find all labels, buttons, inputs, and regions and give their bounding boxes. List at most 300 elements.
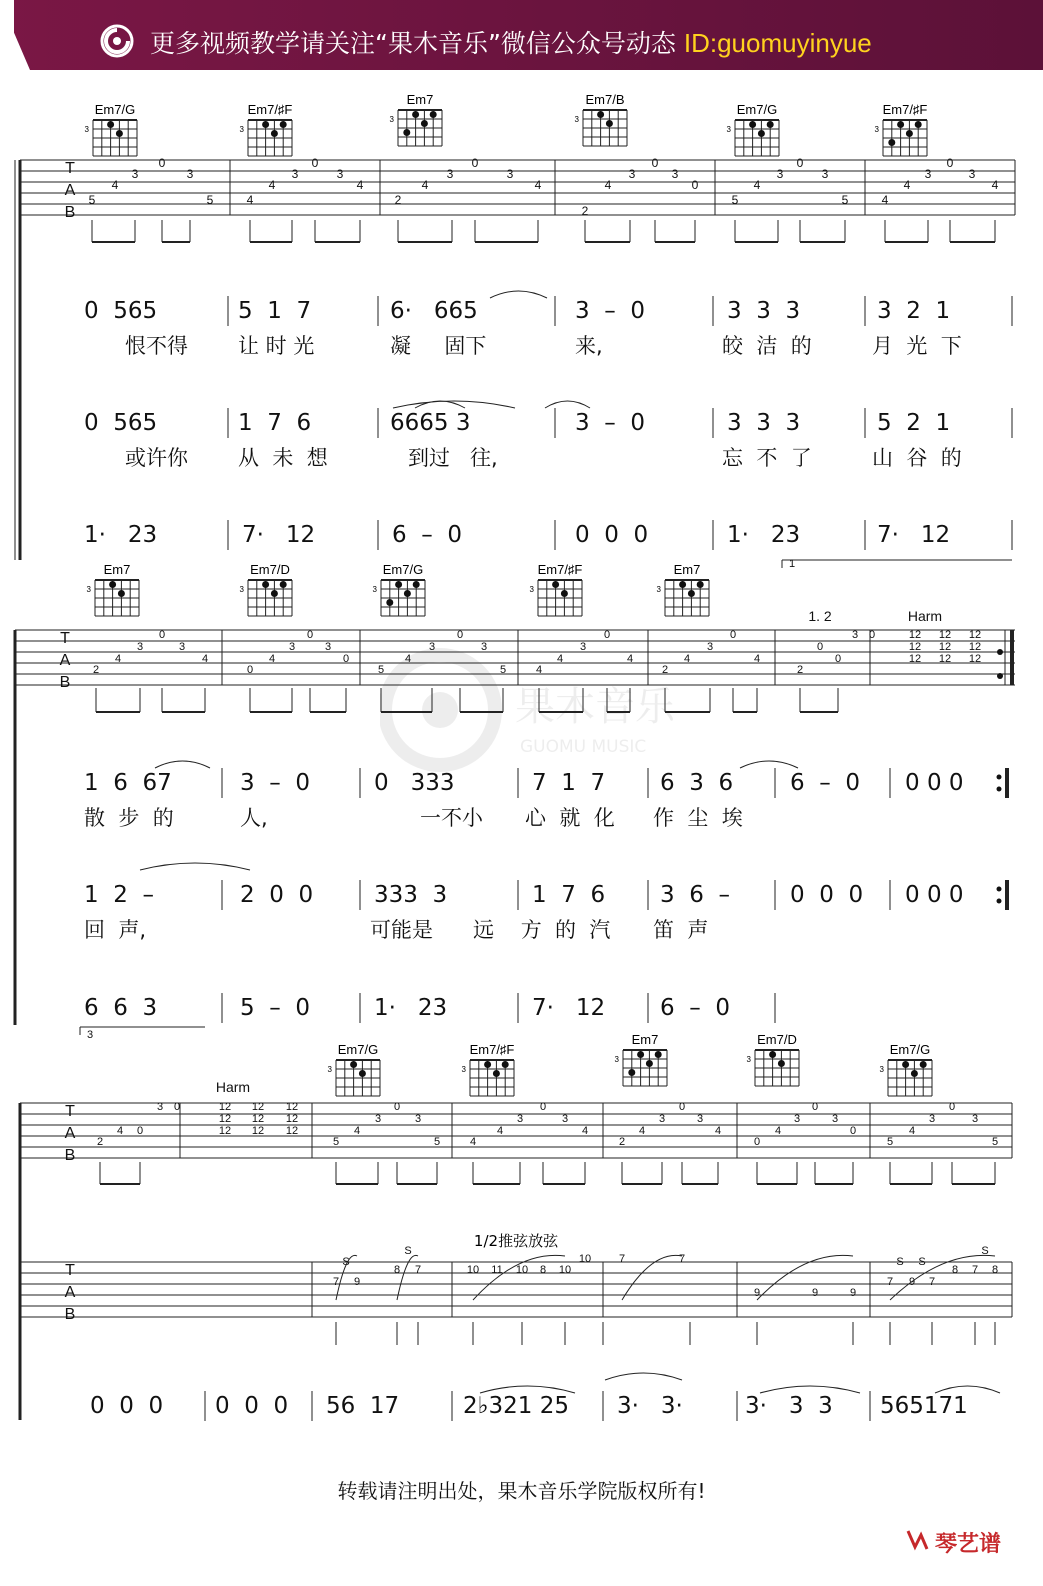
tab-number: 3 — [506, 167, 514, 181]
numbered-note: 3 – 0 — [575, 298, 646, 324]
numbered-note: 1· 23 — [727, 522, 801, 548]
tab-number: 3 — [831, 1113, 839, 1125]
chord-diagram — [747, 1032, 799, 1086]
slur-arc — [480, 1386, 575, 1393]
numbered-note: 1· 23 — [374, 995, 448, 1021]
chord-fret-number: 3 — [389, 115, 394, 124]
lyric: 凝 固下 — [390, 334, 487, 358]
numbered-note: 0 565 — [84, 410, 158, 436]
chord-fret-number: 3 — [84, 125, 89, 134]
tab-number: 0 — [539, 1101, 547, 1113]
chord-dot — [646, 1060, 653, 1067]
tab-number: 3 — [968, 167, 976, 181]
tab-number: 3 — [628, 167, 636, 181]
tab-number: 8 — [951, 1264, 959, 1276]
slur-arc — [740, 761, 798, 768]
tab-number: 10 — [558, 1264, 572, 1276]
lyric: 从 未 想 — [238, 446, 328, 470]
tab-number: 3 — [851, 629, 859, 641]
tab-number: 3 — [156, 1101, 164, 1113]
tab-number: 3 — [374, 1113, 382, 1125]
lyric: 忘 不 了 — [722, 446, 812, 470]
slide-mark: S — [981, 1245, 989, 1257]
tab-number: 4 — [246, 193, 254, 207]
chord-fret-number: 3 — [874, 125, 879, 134]
tab-number: 7 — [928, 1276, 936, 1288]
tab-number: 0 — [651, 156, 659, 170]
numbered-note: 3 – 0 — [240, 770, 311, 796]
tab-number: 4 — [268, 178, 276, 192]
lyric: 月 光 下 — [872, 334, 962, 358]
tab-number: 0 — [834, 653, 842, 665]
tab-clef-a: A — [64, 182, 76, 200]
chord-fret-number: 3 — [239, 585, 244, 594]
chord-dot — [280, 581, 287, 588]
tab-clef-a: A — [64, 1284, 76, 1302]
chord-dot — [597, 111, 604, 118]
chord-dot — [897, 121, 904, 128]
numbered-note: 0 0 0 — [905, 770, 964, 796]
tab-clef-t: T — [65, 1103, 75, 1121]
numbered-note: 56 17 — [326, 1393, 400, 1419]
tab-number: 12 — [285, 1101, 299, 1113]
harmonic-label: Harm — [215, 1079, 251, 1095]
tab-number: 0 — [816, 641, 824, 653]
tab-number: 5 — [991, 1136, 999, 1148]
chord-diagram — [575, 92, 627, 146]
tab-number: 3 — [178, 641, 186, 653]
numbered-note: 5 – 0 — [240, 995, 311, 1021]
tab-number: 4 — [683, 653, 691, 665]
tab-number: 4 — [268, 653, 276, 665]
slur-arc — [760, 1386, 860, 1393]
chord-diagram — [615, 1032, 667, 1086]
chord-dot — [906, 130, 913, 137]
chord-fret-number: 3 — [574, 115, 579, 124]
slide-mark: S — [342, 1256, 350, 1268]
tab-number: 8 — [991, 1264, 999, 1276]
tab-number: 12 — [285, 1113, 299, 1125]
numbered-note: 3 6 – — [660, 882, 731, 908]
tab-number: 5 — [886, 1136, 894, 1148]
numbered-note: 0 0 0 — [215, 1393, 289, 1419]
lyric: 可能是 — [370, 918, 433, 942]
numbered-note: 7· 12 — [532, 995, 606, 1021]
lyric: 恨不得 — [125, 334, 188, 358]
chord-dot — [920, 1061, 927, 1068]
tab-number: 3 — [793, 1113, 801, 1125]
chord-diagram — [240, 102, 293, 156]
chord-dot — [679, 581, 686, 588]
tab-number: 0 — [946, 156, 954, 170]
tab-clef-t: T — [65, 160, 75, 178]
chord-dot — [493, 1070, 500, 1077]
tab-number: 2 — [96, 1136, 104, 1148]
tab-number: 12 — [938, 653, 952, 665]
chord-name: Em7/G — [736, 102, 778, 117]
chord-name: Em7 — [631, 1032, 659, 1047]
tab-number: 12 — [908, 641, 922, 653]
chord-dot — [628, 1069, 635, 1076]
tab-number: 3 — [671, 167, 679, 181]
tab-number: 5 — [332, 1136, 340, 1148]
numbered-note: 0 333 — [374, 770, 455, 796]
chord-diagram — [328, 1042, 380, 1096]
slide-mark: S — [404, 1245, 412, 1257]
chord-dot — [413, 581, 420, 588]
chord-dot — [395, 581, 402, 588]
tab-number: 0 — [868, 629, 876, 641]
chord-dot — [769, 1051, 776, 1058]
tab-number: 7 — [971, 1264, 979, 1276]
tab-number: 3 — [428, 641, 436, 653]
tab-number: 4 — [556, 653, 564, 665]
chord-diagram — [880, 1042, 932, 1096]
tab-clef-b: B — [59, 674, 71, 692]
chord-diagram — [462, 1042, 515, 1096]
tab-number: 9 — [849, 1287, 857, 1299]
tab-number: 0 — [849, 1125, 857, 1137]
tab-number: 3 — [336, 167, 344, 181]
numbered-note: 1 7 6 — [238, 410, 312, 436]
chord-dot — [109, 581, 116, 588]
chord-dot — [421, 120, 428, 127]
tab-number: 8 — [393, 1264, 401, 1276]
tab-number: 0 — [136, 1125, 144, 1137]
chord-dot — [430, 111, 437, 118]
tab-number: 3 — [696, 1113, 704, 1125]
tab-number: 2 — [581, 204, 589, 218]
chord-dot — [655, 1051, 662, 1058]
numbered-note: 1 2 – — [84, 882, 155, 908]
chord-dot — [606, 120, 613, 127]
chord-fret-number: 3 — [372, 585, 377, 594]
banner-id: ID:guomuyinyue — [683, 28, 872, 58]
slide-mark: S — [896, 1256, 904, 1268]
numbered-note: 7· 12 — [242, 522, 316, 548]
tab-number: 4 — [469, 1136, 477, 1148]
tab-number: 2 — [92, 664, 100, 676]
numbered-note: 2 0 0 — [240, 882, 314, 908]
chord-dot — [767, 121, 774, 128]
chord-dot — [749, 121, 756, 128]
tab-number: 3 — [414, 1113, 422, 1125]
tab-number: 4 — [111, 178, 119, 192]
tab-number: 12 — [938, 629, 952, 641]
tab-number: 0 — [796, 156, 804, 170]
tab-number: 3 — [324, 641, 332, 653]
volta-number: 1 — [788, 558, 796, 570]
tab-number: 0 — [342, 653, 350, 665]
tab-number: 4 — [991, 178, 999, 192]
tab-number: 12 — [218, 1101, 232, 1113]
tab-number: 11 — [491, 1264, 503, 1276]
tab-number: 4 — [581, 1125, 589, 1137]
tab-number: 0 — [811, 1101, 819, 1113]
tab-number: 4 — [638, 1125, 646, 1137]
numbered-note: 0 0 0 — [575, 522, 649, 548]
lyric: 作 尘 埃 — [653, 806, 743, 830]
chord-name: Em7/G — [382, 562, 424, 577]
tab-number: 7 — [678, 1253, 686, 1265]
chord-dot — [107, 121, 114, 128]
tab-number: 12 — [968, 629, 982, 641]
tab-number: 12 — [218, 1125, 232, 1137]
tab-number: 9 — [811, 1287, 819, 1299]
numbered-note: 3 3 3 — [727, 410, 801, 436]
chord-dot — [502, 1061, 509, 1068]
chord-name: Em7 — [103, 562, 131, 577]
chord-name: Em7/♯F — [247, 102, 293, 117]
slur-arc — [415, 401, 465, 408]
tab-number: 3 — [821, 167, 829, 181]
numbered-note: 3 2 1 — [877, 298, 951, 324]
tab-number: 7 — [414, 1264, 422, 1276]
chord-diagram — [373, 562, 425, 616]
repeat-dot — [997, 899, 1002, 904]
numbered-note: 6 – 0 — [392, 522, 463, 548]
chord-dot — [359, 1070, 366, 1077]
tab-number: 4 — [604, 178, 612, 192]
chord-name: Em7/G — [337, 1042, 379, 1057]
tab-number: 5 — [731, 193, 739, 207]
chord-name: Em7/D — [250, 562, 290, 577]
numbered-note: 6 6 3 — [84, 995, 158, 1021]
tab-number: 4 — [753, 653, 761, 665]
tab-number: 7 — [332, 1276, 340, 1288]
tab-number: 7 — [886, 1276, 894, 1288]
tab-number: 4 — [753, 178, 761, 192]
repeat-dot — [997, 775, 1002, 780]
tab-clef-b: B — [64, 204, 76, 222]
numbered-note: 1· 23 — [84, 522, 158, 548]
chord-dot — [552, 581, 559, 588]
chord-dot — [412, 111, 419, 118]
chord-dot — [403, 129, 410, 136]
chord-dot — [271, 590, 278, 597]
tab-number: 3 — [291, 167, 299, 181]
chord-dot — [386, 599, 393, 606]
tab-number: 5 — [377, 664, 385, 676]
lyric: 一不小 — [420, 806, 483, 830]
volta-label: 1. 2 — [808, 608, 832, 624]
numbered-note: 7 1 7 — [532, 770, 606, 796]
slide-mark: S — [918, 1256, 926, 1268]
tab-clef-b: B — [64, 1147, 76, 1165]
tab-number: 3 — [288, 641, 296, 653]
tab-clef-b: B — [64, 1306, 76, 1324]
tab-number: 9 — [753, 1287, 761, 1299]
chord-name: Em7/♯F — [882, 102, 928, 117]
tab-number: 4 — [404, 653, 412, 665]
tab-number: 12 — [251, 1125, 265, 1137]
tab-number: 0 — [311, 156, 319, 170]
watermark-title: 果木音乐 — [515, 684, 675, 730]
lyric: 远 方 的 汽 — [473, 918, 611, 942]
tab-number: 12 — [285, 1125, 299, 1137]
chord-name: Em7/♯F — [469, 1042, 515, 1057]
chord-dot — [902, 1061, 909, 1068]
tab-number: 3 — [928, 1113, 936, 1125]
banner-text: 更多视频教学请关注“果木音乐”微信公众号动态 ID:guomuyinyue — [150, 28, 872, 58]
chord-diagram — [390, 92, 442, 146]
repeat-dot — [997, 787, 1002, 792]
chord-dot — [778, 1060, 785, 1067]
numbered-note: 0 0 0 — [90, 1393, 164, 1419]
chord-fret-number: 3 — [726, 125, 731, 134]
slur-arc — [155, 761, 210, 768]
tab-number: 4 — [714, 1125, 722, 1137]
tab-number: 4 — [881, 193, 889, 207]
copyright-footer: 转载请注明出处，果木音乐学院版权所有! — [337, 1479, 706, 1503]
tab-number: 3 — [776, 167, 784, 181]
tab-number: 10 — [578, 1253, 592, 1265]
tab-number: 3 — [561, 1113, 569, 1125]
slur-arc — [490, 291, 547, 298]
bend-technique-label: 1/2推弦放弦 — [473, 1232, 559, 1250]
numbered-note: 0 0 0 — [905, 882, 964, 908]
numbered-note: 6· 665 — [390, 298, 478, 324]
chord-dot — [280, 121, 287, 128]
volta-number: 3 — [86, 1029, 94, 1041]
repeat-dot — [997, 887, 1002, 892]
tab-number: 0 — [948, 1101, 956, 1113]
chord-dot — [561, 590, 568, 597]
chord-dot — [758, 130, 765, 137]
lyric: 心 就 化 — [525, 806, 615, 830]
chord-dot — [262, 581, 269, 588]
numbered-note: 6 – 0 — [660, 995, 731, 1021]
tab-number: 12 — [968, 641, 982, 653]
tab-number: 12 — [938, 641, 952, 653]
chord-dot — [350, 1061, 357, 1068]
tab-number: 7 — [618, 1253, 626, 1265]
tab-clef-t: T — [65, 1262, 75, 1280]
tab-number: 12 — [218, 1113, 232, 1125]
chord-fret-number: 3 — [461, 1065, 466, 1074]
tab-number: 5 — [841, 193, 849, 207]
tab-number: 4 — [903, 178, 911, 192]
tab-number: 4 — [496, 1125, 504, 1137]
numbered-note: 3 – 0 — [575, 410, 646, 436]
lyric: 皎 洁 的 — [722, 334, 812, 358]
chord-dot — [697, 581, 704, 588]
chord-fret-number: 3 — [879, 1065, 884, 1074]
chord-name: Em7/♯F — [537, 562, 583, 577]
tab-number: 3 — [131, 167, 139, 181]
tab-number: 5 — [206, 193, 214, 207]
tab-number: 0 — [753, 1136, 761, 1148]
tab-number: 12 — [908, 653, 922, 665]
tab-number: 10 — [515, 1264, 529, 1276]
tab-number: 12 — [908, 629, 922, 641]
tab-number: 5 — [88, 193, 96, 207]
tab-number: 0 — [603, 629, 611, 641]
chord-diagram — [727, 102, 779, 156]
tab-number: 0 — [306, 629, 314, 641]
lyric: 人, — [240, 806, 268, 830]
chord-dot — [262, 121, 269, 128]
slur-arc — [140, 863, 250, 870]
slur-arc — [545, 401, 590, 408]
numbered-note: 6665 3 — [390, 410, 471, 436]
numbered-note: 5 1 7 — [238, 298, 312, 324]
chord-name: Em7/G — [889, 1042, 931, 1057]
chord-diagram — [657, 562, 709, 616]
tab-number: 4 — [535, 664, 543, 676]
tab-number: 3 — [706, 641, 714, 653]
tab-number: 3 — [516, 1113, 524, 1125]
lyric: 让 时 光 — [238, 334, 315, 358]
chord-dot — [118, 590, 125, 597]
chord-fret-number: 3 — [327, 1065, 332, 1074]
numbered-note: 333 3 — [374, 882, 448, 908]
chord-fret-number: 3 — [86, 585, 91, 594]
chord-name: Em7/B — [585, 92, 625, 107]
numbered-note: 3 3 3 — [727, 298, 801, 324]
tab-number: 3 — [136, 641, 144, 653]
chord-name: Em7/D — [757, 1032, 797, 1047]
tab-number: 4 — [421, 178, 429, 192]
chord-name: Em7 — [406, 92, 434, 107]
numbered-note: 1 6 67 — [84, 770, 172, 796]
numbered-note: 7· 12 — [877, 522, 951, 548]
tab-number: 0 — [729, 629, 737, 641]
chord-fret-number: 3 — [656, 585, 661, 594]
tab-clef-a: A — [59, 652, 71, 670]
chord-fret-number: 3 — [614, 1055, 619, 1064]
tab-number: 2 — [661, 664, 669, 676]
numbered-note: 0 0 0 — [790, 882, 864, 908]
tab-number: 4 — [626, 653, 634, 665]
tab-clef-t: T — [60, 630, 70, 648]
tab-number: 0 — [691, 178, 699, 192]
tab-number: 4 — [114, 653, 122, 665]
tab-number: 12 — [251, 1113, 265, 1125]
tab-number: 0 — [158, 156, 166, 170]
lyric: 或许你 — [125, 446, 188, 470]
tab-number: 0 — [158, 629, 166, 641]
numbered-note: 1 7 6 — [532, 882, 606, 908]
numbered-note: 6 3 6 — [660, 770, 734, 796]
tab-number: 2 — [394, 193, 402, 207]
tab-number: 3 — [186, 167, 194, 181]
slur-arc — [605, 1373, 682, 1380]
tab-number: 4 — [534, 178, 542, 192]
lyric: 来, — [575, 334, 603, 358]
tab-number: 4 — [353, 1125, 361, 1137]
chord-name: Em7 — [673, 562, 701, 577]
brand-label: 琴艺谱 — [935, 1532, 1002, 1557]
chord-dot — [888, 139, 895, 146]
chord-dot — [116, 130, 123, 137]
tab-number: 9 — [353, 1276, 361, 1288]
tab-number: 4 — [356, 178, 364, 192]
chord-diagram — [530, 562, 583, 616]
tab-number: 3 — [924, 167, 932, 181]
lyric: 散 步 的 — [84, 806, 174, 830]
numbered-note: 0 565 — [84, 298, 158, 324]
numbered-note: 6 – 0 — [790, 770, 861, 796]
chord-dot — [637, 1051, 644, 1058]
numbered-note: 5 2 1 — [877, 410, 951, 436]
chord-diagram — [875, 102, 928, 156]
tab-clef-a: A — [64, 1125, 76, 1143]
tab-number: 0 — [393, 1101, 401, 1113]
chord-dot — [915, 121, 922, 128]
slur-arc — [935, 1386, 1000, 1393]
lyric: 笛 声 — [653, 918, 709, 942]
